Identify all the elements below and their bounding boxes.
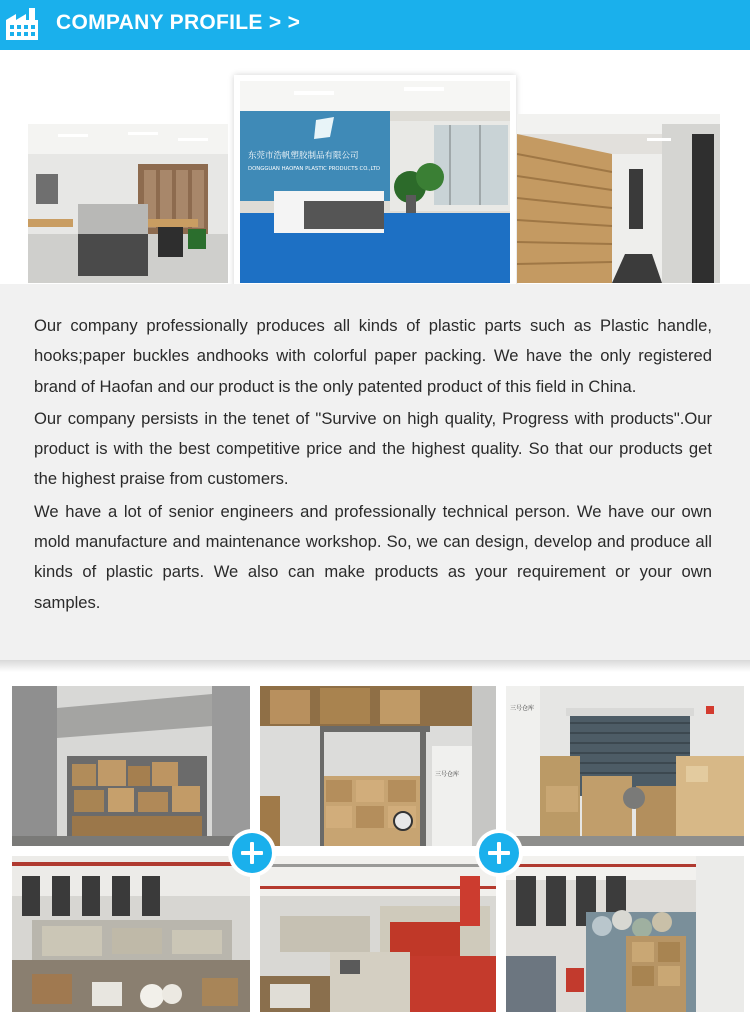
description-paragraph: We have a lot of senior engineers and professionally technical person. We have our own mold manufacture and maintenance workshop. So, we can design, develop and produce all kinds of plastic parts. We also can make products as your requirement or your own samples. <box>34 501 712 612</box>
plus-icon-circle <box>232 833 272 873</box>
warehouse-shelves-photo <box>12 686 250 846</box>
section-title: COMPANY PROFILE > > <box>56 11 301 34</box>
factory-icon <box>4 6 40 42</box>
office-workstations-photo <box>28 124 228 283</box>
plus-icon[interactable] <box>228 829 276 877</box>
reception-lobby-photo <box>234 75 516 289</box>
warehouse-shutter-photo <box>506 686 744 846</box>
corridor-photo <box>517 114 720 283</box>
section-header-banner <box>0 0 750 50</box>
warehouse-sign: 三号仓库 <box>435 771 460 778</box>
warehouse-storage-photo <box>260 686 496 846</box>
reception-sign-chinese: 东莞市浩帆塑胶制品有限公司 <box>248 151 359 161</box>
description-paragraph: Our company persists in the tenet of "Survive on high quality, Progress with products".Our product is with the best competitive price and the highest quality. So that our products get the highest praise from customers. <box>34 408 712 489</box>
molding-machines-photo <box>260 856 496 1012</box>
description-paragraph: Our company professionally produces all kinds of plastic parts such as Plastic handle, hooks;paper buckles andhooks with colorful paper packing. We have the only registered brand of Haofan and our product is the only patented product of this field in China. <box>34 316 712 396</box>
reception-sign-english: DONGGUAN HAOFAN PLASTIC PRODUCTS CO.,LTD <box>248 166 381 172</box>
plus-icon-circle <box>479 833 519 873</box>
injection-workshop-photo <box>12 856 250 1012</box>
raw-material-storage-photo <box>506 856 744 1012</box>
company-description <box>34 311 712 620</box>
plus-icon[interactable] <box>475 829 523 877</box>
panel-shadow-divider <box>0 660 750 672</box>
warehouse-sign: 三号仓库 <box>510 705 535 712</box>
